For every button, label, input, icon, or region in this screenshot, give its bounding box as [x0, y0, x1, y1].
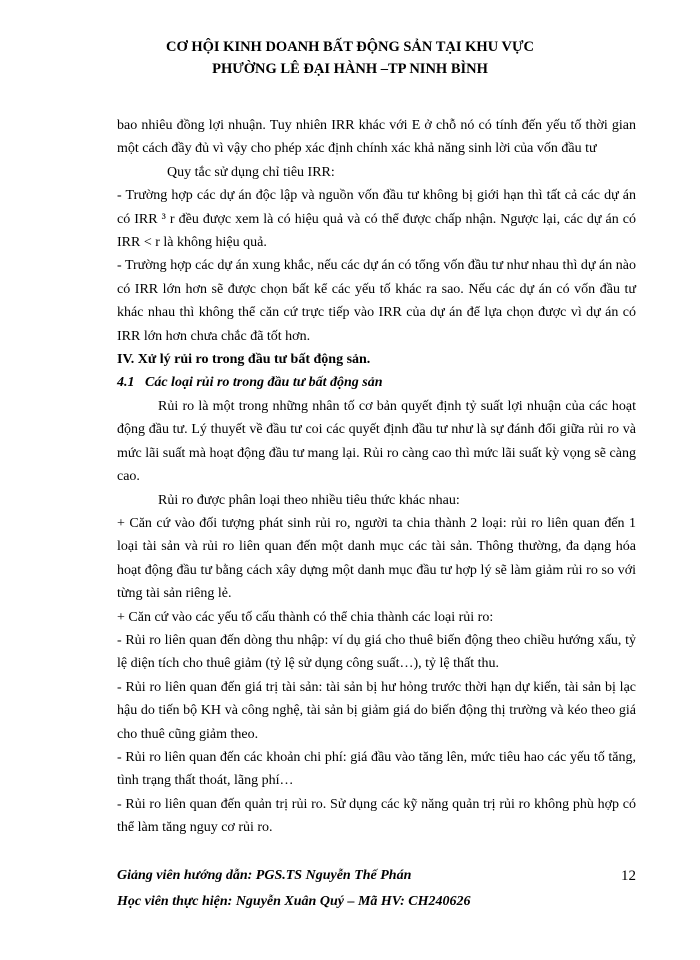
page-number: 12 — [621, 868, 636, 884]
paragraph: - Trường hợp các dự án độc lập và nguồn vốn đầu tư không bị giới hạn thì tất cả các dự án có IRR ³ r đều được xem là có hiệu quả và có thể được chấp nhận. Ngược lại, các dự án có IRR < r là không hiệu quả. — [117, 188, 636, 251]
paragraph: - Rủi ro liên quan đến dòng thu nhập: ví dụ giá cho thuê biến động theo chiều hướng xấu, tỷ lệ diện tích cho thuê giảm (tỷ lệ sử dụng công suất…), tỷ lệ thất thu. — [117, 632, 636, 672]
document-body — [117, 114, 636, 840]
header-title-line-1: CƠ HỘI KINH DOANH BẤT ĐỘNG SẢN TẠI KHU VỰC — [165, 39, 535, 55]
paragraph: Rủi ro là một trong những nhân tố cơ bản quyết định tỷ suất lợi nhuận của các hoạt động đầu tư. Lý thuyết về đầu tư coi các quyết định đầu tư như là sự đánh đổi giữa rủi ro và mức lãi suất mà hoạt động đầu tư mang lại. Rủi ro càng cao thì mức lãi suất kỳ vọng sẽ càng cao. — [117, 398, 636, 485]
subsection-heading: 4.1 Các loại rủi ro trong đầu tư bất động sản — [117, 375, 383, 391]
footer-instructor: Giảng viên hướng dẫn: PGS.TS Nguyễn Thế Phán — [117, 868, 412, 883]
footer-row-1 — [117, 868, 636, 885]
footer-student: Học viên thực hiện: Nguyễn Xuân Quý – Mã HV: CH240626 — [117, 894, 471, 909]
paragraph: Quy tắc sử dụng chỉ tiêu IRR: — [167, 164, 335, 180]
paragraph: Rủi ro được phân loại theo nhiều tiêu thức khác nhau: — [158, 492, 460, 508]
paragraph: - Rủi ro liên quan đến quản trị rủi ro. Sử dụng các kỹ năng quản trị rủi ro không phù hợp có thể làm tăng nguy cơ rủi ro. — [117, 796, 636, 836]
paragraph: + Căn cứ vào đối tượng phát sinh rủi ro, người ta chia thành 2 loại: rủi ro liên quan đến 1 loại tài sản và rủi ro liên quan đến một danh mục các tài sản. Thông thường, đa dạng hóa hoạt động đầu tư bằng cách xây dựng một danh mục đầu tư hợp lý sẽ làm giảm rủi ro so với từng tài sản riêng lẻ. — [117, 515, 636, 602]
paragraph: - Rủi ro liên quan đến giá trị tài sản: tài sản bị hư hỏng trước thời hạn dự kiến, tài sản bị lạc hậu do tiến bộ KH và công nghệ, tài sản bị giảm giá do biến động thị trường và kéo theo giá cho thuê cũng giảm theo. — [117, 679, 636, 742]
paragraph: + Căn cứ vào các yếu tố cấu thành có thể chia thành các loại rủi ro: — [117, 609, 494, 625]
page-header — [0, 36, 700, 80]
paragraph: bao nhiêu đồng lợi nhuận. Tuy nhiên IRR khác với E ở chỗ nó có tính đến yếu tố thời gian một cách đầy đủ vì vậy cho phép xác định chính xác khả năng sinh lời của vốn đầu tư — [117, 118, 636, 157]
paragraph: - Rủi ro liên quan đến các khoản chi phí: giá đầu vào tăng lên, mức tiêu hao các yếu tố tăng, tình trạng thất thoát, lãng phí… — [117, 749, 636, 789]
header-title-line-2: PHƯỜNG LÊ ĐẠI HÀNH –TP NINH BÌNH — [212, 61, 488, 77]
paragraph: - Trường hợp các dự án xung khắc, nếu các dự án có tổng vốn đầu tư như nhau thì dự án nào có IRR lớn hơn sẽ được chọn bất kể các yếu tố khác ra sao. Nếu các dự án có vốn đầu tư khác nhau thì không thể căn cứ trực tiếp vào IRR của dự án để lựa chọn được vì dự án có IRR lớn hơn chưa chắc đã tốt hơn. — [117, 258, 636, 344]
section-heading: IV. Xử lý rủi ro trong đầu tư bất động sản. — [117, 352, 371, 368]
